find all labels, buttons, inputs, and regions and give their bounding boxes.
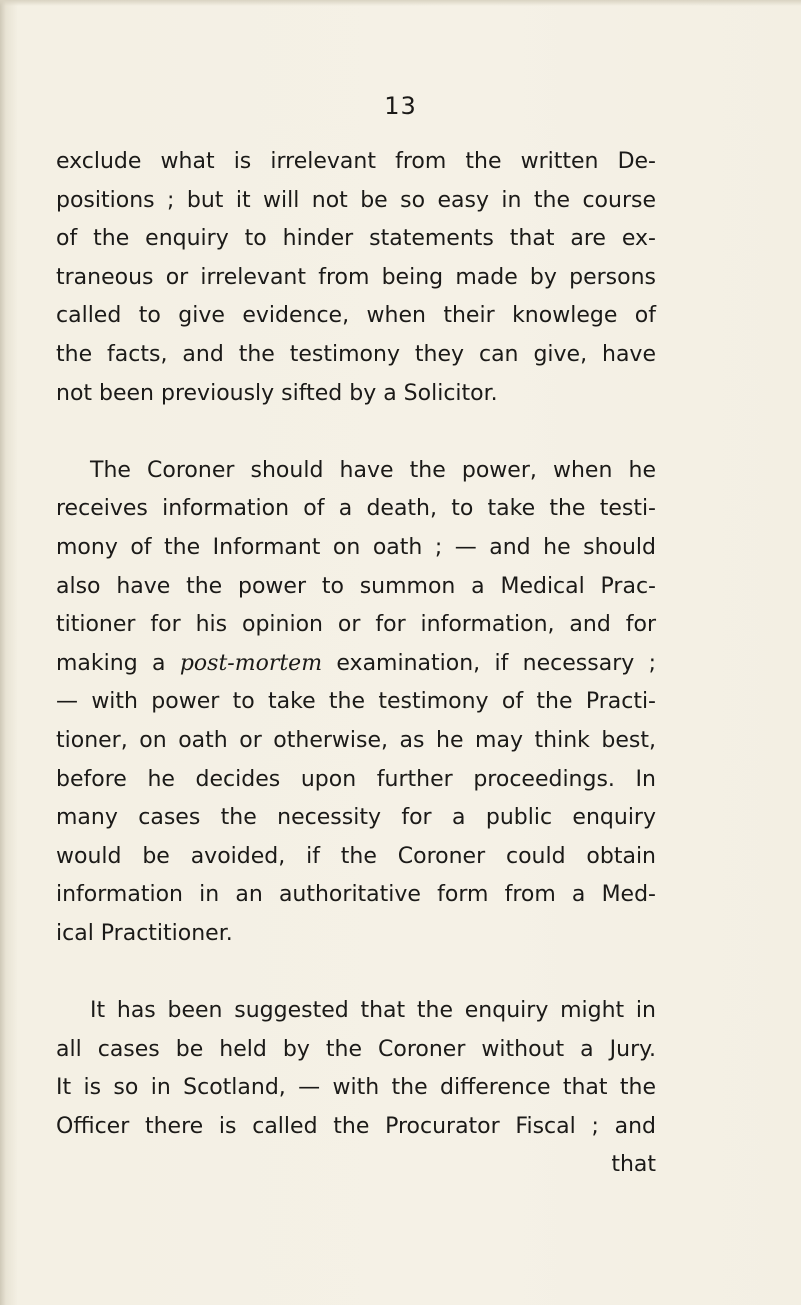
paragraph-gap (56, 413, 656, 452)
text-line: traneous or irrelevant from being made by persons (56, 264, 656, 290)
text-line: all cases be held by the Coroner without a Jury. (56, 1036, 656, 1062)
text-line: also have the power to summon a Medical Prac- (56, 573, 656, 599)
text-line: of the enquiry to hinder statements that are ex- (56, 226, 656, 252)
text-line: titioner for his opinion or for information, and for (56, 612, 656, 638)
text-line: Officer there is called the Procurator Fiscal ; and (56, 1113, 656, 1139)
text-fragment: examination, if necessary ; (322, 650, 657, 676)
body-text (56, 143, 656, 1185)
italic-term: post-mortem (179, 650, 323, 676)
text-line: exclude what is irrelevant from the written De- (56, 149, 656, 174)
text-line: would be avoided, if the Coroner could obtain (56, 843, 656, 869)
text-line: mony of the Informant on oath ; — and he should (56, 534, 656, 560)
text-line: The Coroner should have the power, when he (90, 457, 656, 483)
text-line: many cases the necessity for a public enquiry (56, 805, 656, 831)
paragraph-gap (56, 953, 656, 992)
text-line: — with power to take the testimony of the Practi- (56, 689, 656, 715)
paragraph-3 (56, 992, 656, 1185)
text-line: receives information of a death, to take the testi- (56, 496, 656, 522)
text-line: It is so in Scotland, — with the difference that the (56, 1075, 656, 1101)
text-fragment: making a (56, 650, 180, 676)
text-line: information in an authoritative form from a Med- (56, 882, 656, 908)
text-line: not been previously sifted by a Solicitor. (56, 380, 498, 406)
text-line: positions ; but it will not be so easy in the course (56, 187, 656, 213)
text-line: the facts, and the testimony they can give, have (56, 341, 656, 367)
text-line: It has been suggested that the enquiry might in (90, 998, 656, 1024)
text-line: tioner, on oath or otherwise, as he may think best, (56, 727, 656, 753)
text-line-with-italic (56, 645, 656, 684)
text-line: ical Practitioner. (56, 920, 233, 946)
page-number: 13 (384, 92, 417, 120)
page-edge-shadow (0, 0, 801, 6)
paragraph-2 (56, 452, 656, 954)
text-line: called to give evidence, when their knowlege of (56, 303, 656, 329)
catchword: that (611, 1152, 656, 1178)
text-line: before he decides upon further proceedings. In (56, 766, 656, 792)
paragraph-1 (56, 143, 656, 413)
